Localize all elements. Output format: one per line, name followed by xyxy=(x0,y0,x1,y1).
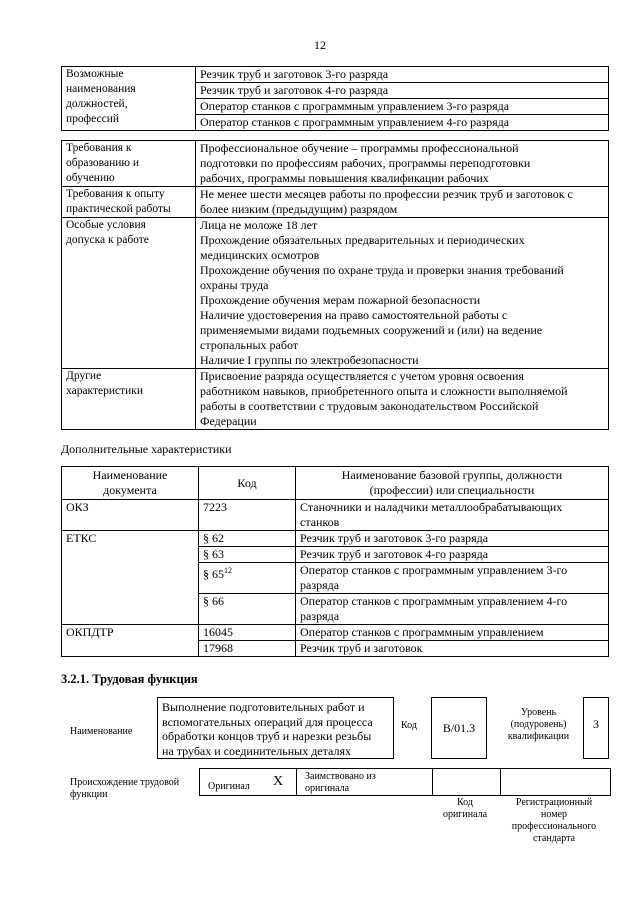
code-original-label xyxy=(432,797,498,821)
etks-code: § 63 xyxy=(199,547,296,563)
experience-label xyxy=(62,187,196,218)
text-line: рабочих, программы повышения квалификации рабочих xyxy=(200,171,489,185)
etks-code: § 66 xyxy=(199,594,296,625)
original-label: Оригинал xyxy=(208,781,250,792)
additional-table xyxy=(61,466,609,657)
text-line: станков xyxy=(300,515,340,529)
text-line: вспомогательных операций для процесса xyxy=(162,714,373,729)
text-line: применяемыми видами подъемных сооружений и (или) на ведение xyxy=(200,323,543,337)
label-line: должностей, xyxy=(66,98,128,110)
text-line: разряда xyxy=(300,609,340,623)
label-line: оригинала xyxy=(305,783,350,794)
code-text: § 65 xyxy=(203,567,224,581)
level-label xyxy=(496,707,581,743)
extra-title: Дополнительные характеристики xyxy=(61,442,232,456)
label-line: (подуровень) xyxy=(510,719,567,730)
label-line: оригинала xyxy=(442,809,488,820)
position-item: Резчик труб и заготовок 3-го разряда xyxy=(196,67,608,83)
okpdtr-name: Оператор станков с программным управлением xyxy=(296,625,609,641)
origin-table xyxy=(199,768,611,796)
borrowed-label xyxy=(305,771,376,795)
text-line: Наличие удостоверения на право самостоятельной работы с xyxy=(200,308,508,322)
education-label xyxy=(62,141,196,187)
label-line: Заимствовано из xyxy=(305,771,376,782)
etks-code xyxy=(199,563,296,594)
label-line: наименования xyxy=(66,83,136,95)
label-line: номер xyxy=(541,809,567,820)
okz-code: 7223 xyxy=(199,500,296,531)
level-value: 3 xyxy=(583,697,609,759)
label-line: Возможные xyxy=(66,68,124,80)
header-line: документа xyxy=(103,483,157,497)
page-number: 12 xyxy=(314,38,326,52)
positions-table xyxy=(61,66,609,131)
text-line: Лица не моложе 18 лет xyxy=(200,218,318,232)
label-line: Другие xyxy=(66,370,102,382)
header-doc xyxy=(62,467,199,500)
text-line: медицинских осмотров xyxy=(200,248,320,262)
label-line: профессионального xyxy=(511,821,597,832)
label-line: обучению xyxy=(66,172,115,184)
text-line: работы в соответствии с трудовым законодательством Российской xyxy=(200,399,539,413)
admission-value xyxy=(196,218,609,369)
label-line: Уровень xyxy=(520,707,557,718)
okpdtr-code: 16045 xyxy=(199,625,296,641)
footnote-mark: 12 xyxy=(224,566,232,575)
experience-value xyxy=(196,187,609,218)
text-line: подготовки по профессиям рабочих, программы переподготовки xyxy=(200,156,531,170)
etks-name: Резчик труб и заготовок 3-го разряда xyxy=(296,531,609,547)
label-line: Требования к xyxy=(66,142,132,154)
label-line: Требования к опыту xyxy=(66,188,165,200)
text-line: обработки концов труб и нарезки резьбы xyxy=(162,729,372,743)
position-item: Оператор станков с программным управлением 4-го разряда xyxy=(200,115,510,129)
reg-number-label xyxy=(499,797,609,845)
label-line: образованию и xyxy=(66,157,139,169)
etks-doc: ЕТКС xyxy=(62,531,199,625)
label-line: характеристики xyxy=(66,385,144,397)
text-line: Наличие I группы по электробезопасности xyxy=(200,353,419,367)
label-line: Регистрационный xyxy=(515,797,593,808)
text-line: охраны труда xyxy=(200,278,269,292)
okpdtr-name: Резчик труб и заготовок xyxy=(296,641,609,657)
header-code: Код xyxy=(199,467,296,500)
label-line: профессий xyxy=(66,113,120,125)
requirements-table xyxy=(61,140,609,430)
positions-label xyxy=(62,67,196,131)
text-line: Профессиональное обучение – программы профессиональной xyxy=(200,141,519,155)
original-mark: X xyxy=(260,769,297,795)
text-line: Прохождение обязательных предварительных и периодических xyxy=(200,233,525,247)
header-line: Наименование xyxy=(92,468,168,482)
function-name-label: Наименование xyxy=(70,726,133,737)
text-line: стропальных работ xyxy=(200,338,299,352)
okpdtr-doc: ОКПДТР xyxy=(62,625,199,657)
origin-label xyxy=(70,777,179,801)
divider xyxy=(500,769,501,795)
etks-code: § 62 xyxy=(199,531,296,547)
text-line: разряда xyxy=(300,578,340,592)
text-line: Оператор станков с программным управлением 4-го xyxy=(300,594,568,608)
text-line: на трубах и соединительных деталях xyxy=(162,743,351,758)
position-item: Резчик труб и заготовок 4-го разряда xyxy=(196,83,608,99)
text-line: Прохождение обучения мерам пожарной безопасности xyxy=(200,293,481,307)
okpdtr-code: 17968 xyxy=(199,641,296,657)
code-value: B/01.3 xyxy=(431,697,487,759)
text-line: работником навыков, приобретенного опыта и сложности выполняемой xyxy=(200,384,568,398)
header-line: (профессии) или специальности xyxy=(369,483,535,497)
education-value xyxy=(196,141,609,187)
header-line: Наименование базовой группы, должности xyxy=(341,468,563,482)
label-line: допуска к работе xyxy=(66,234,149,246)
etks-name xyxy=(296,563,609,594)
text-line: Присвоение разряда осуществляется с учетом уровня освоения xyxy=(200,369,524,383)
function-title: 3.2.1. Трудовая функция xyxy=(61,672,198,686)
header-name xyxy=(296,467,609,500)
okz-name xyxy=(296,500,609,531)
label-line: Происхождение трудовой xyxy=(70,777,180,788)
etks-name: Резчик труб и заготовок 4-го разряда xyxy=(296,547,609,563)
text-line: более низким (предыдущим) разрядом xyxy=(200,202,398,216)
text-line: Выполнение подготовительных работ и xyxy=(162,700,365,714)
label-line: функции xyxy=(70,789,108,800)
text-line: Станочники и наладчики металлообрабатывающих xyxy=(300,500,563,514)
divider xyxy=(432,769,433,795)
positions-list xyxy=(196,67,609,131)
function-name-box xyxy=(157,697,394,759)
label-line: Код xyxy=(457,797,473,808)
etks-name xyxy=(296,594,609,625)
code-label: Код xyxy=(401,720,417,731)
okz-doc: ОКЗ xyxy=(62,500,199,531)
text-line: Федерации xyxy=(200,414,257,428)
other-label xyxy=(62,369,196,430)
text-line: Прохождение обучения по охране труда и проверки знания требований xyxy=(200,263,564,277)
position-item: Оператор станков с программным управлением 3-го разряда xyxy=(196,99,608,115)
label-line: Особые условия xyxy=(66,219,146,231)
text-line: Оператор станков с программным управлением 3-го xyxy=(300,563,568,577)
label-line: практической работы xyxy=(66,203,171,215)
label-line: квалификации xyxy=(507,731,570,742)
text-line: Не менее шести месяцев работы по профессии резчик труб и заготовок с xyxy=(200,187,573,201)
label-line: стандарта xyxy=(532,833,576,844)
admission-label xyxy=(62,218,196,369)
other-value xyxy=(196,369,609,430)
